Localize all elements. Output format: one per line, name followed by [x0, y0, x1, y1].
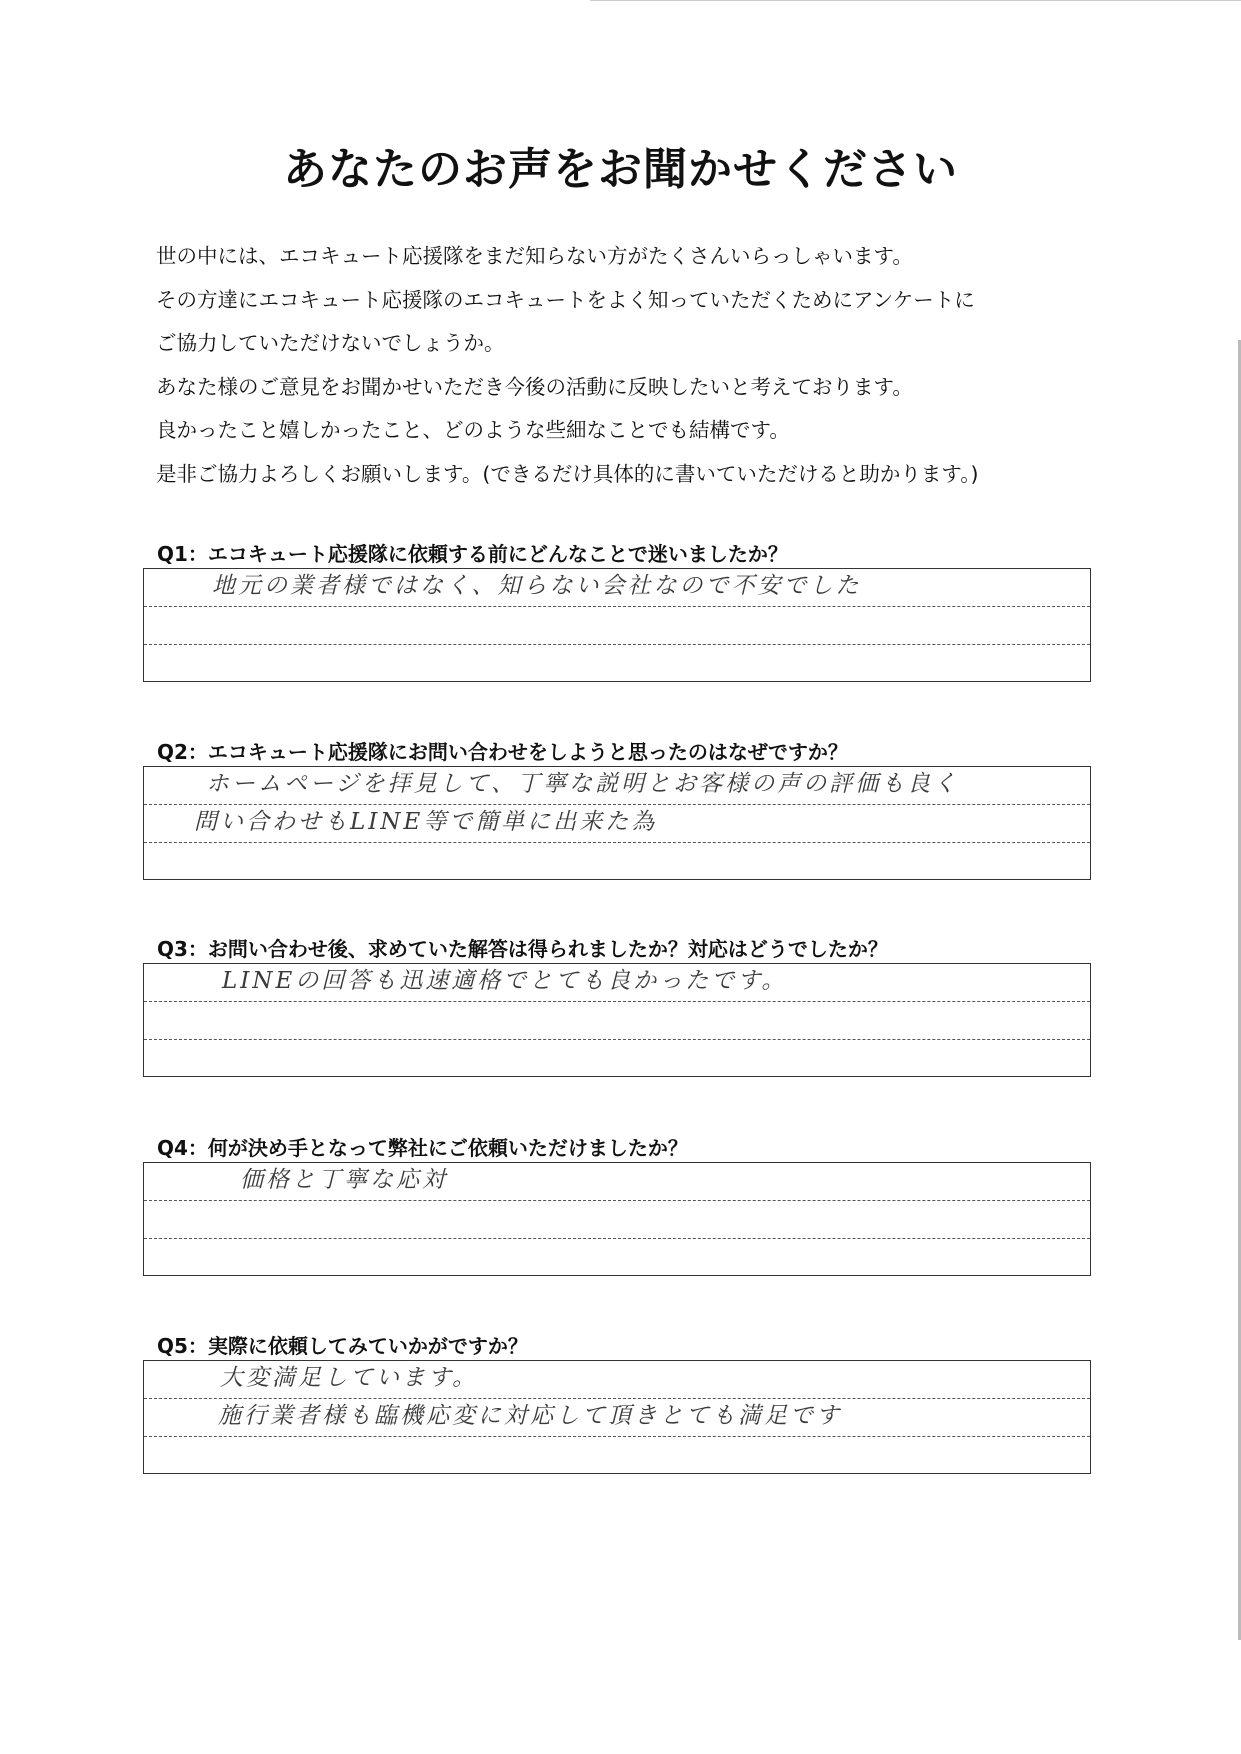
handwritten-answer: 価格と丁寧な応対: [240, 1167, 448, 1193]
handwritten-answer: 問い合わせもLINE等で簡単に出来た為: [194, 809, 658, 835]
question-1: [143, 540, 1091, 682]
answer-line: [144, 1201, 1090, 1239]
answer-line: [144, 1163, 1090, 1201]
question-2: [143, 738, 1091, 880]
intro-paragraph: [156, 240, 1096, 501]
answer-box: [143, 1162, 1091, 1276]
handwritten-answer: 大変満足しています。: [220, 1365, 479, 1391]
question-heading: Q1：エコキュート応援隊に依頼する前にどんなことで迷いましたか？: [157, 542, 788, 566]
handwritten-answer: LINEの回答も迅速適格でとても良かったです。: [222, 968, 788, 994]
answer-line: [144, 1239, 1090, 1277]
handwritten-answer: ホームページを拝見して、丁寧な説明とお客様の声の評価も良く: [206, 771, 960, 797]
question-heading: Q5：実際に依頼してみていかがですか？: [157, 1334, 528, 1358]
intro-line: あなた様のご意見をお聞かせいただき今後の活動に反映したいと考えております。: [156, 374, 913, 399]
answer-box: [143, 963, 1091, 1077]
intro-line: ご協力していただけないでしょうか。: [156, 331, 505, 355]
page-title: あなたのお声をお聞かせください: [283, 144, 958, 195]
answer-line: [144, 964, 1090, 1002]
question-3: [143, 935, 1091, 1077]
answer-line: [144, 1437, 1090, 1475]
answer-line: [144, 569, 1090, 607]
answer-box: [143, 766, 1091, 880]
answer-line: [144, 1002, 1090, 1040]
answer-line: [144, 805, 1090, 843]
question-5: [143, 1332, 1091, 1474]
scan-edge-mark-top: [590, 0, 1241, 1]
answer-line: [144, 767, 1090, 805]
answer-line: [144, 645, 1090, 683]
answer-line: [144, 1399, 1090, 1437]
handwritten-answer: 施行業者様も臨機応変に対応して頂きとても満足です: [218, 1403, 842, 1429]
question-heading: Q2：エコキュート応援隊にお問い合わせをしようと思ったのはなぜですか？: [157, 740, 848, 764]
answer-box: [143, 568, 1091, 682]
intro-line: 世の中には、エコキュート応援隊をまだ知らない方がたくさんいらっしゃいます。: [156, 244, 913, 268]
answer-line: [144, 843, 1090, 881]
intro-line: 是非ご協力よろしくお願いします。(できるだけ具体的に書いていただけると助かります。): [156, 461, 979, 486]
intro-line: その方達にエコキュート応援隊のエコキュートをよく知っていただくためにアンケートに: [156, 287, 975, 312]
answer-line: [144, 1040, 1090, 1078]
handwritten-answer: 地元の業者様ではなく、知らない会社なので不安でした: [212, 573, 862, 599]
answer-box: [143, 1360, 1091, 1474]
question-heading: Q3：お問い合わせ後、求めていた解答は得られましたか？対応はどうでしたか？: [157, 937, 888, 961]
intro-line: 良かったこと嬉しかったこと、どのような些細なことでも結構です。: [156, 418, 790, 442]
question-4: [143, 1134, 1091, 1276]
question-heading: Q4：何が決め手となって弊社にご依頼いただけましたか？: [157, 1136, 688, 1160]
answer-line: [144, 607, 1090, 645]
answer-line: [144, 1361, 1090, 1399]
